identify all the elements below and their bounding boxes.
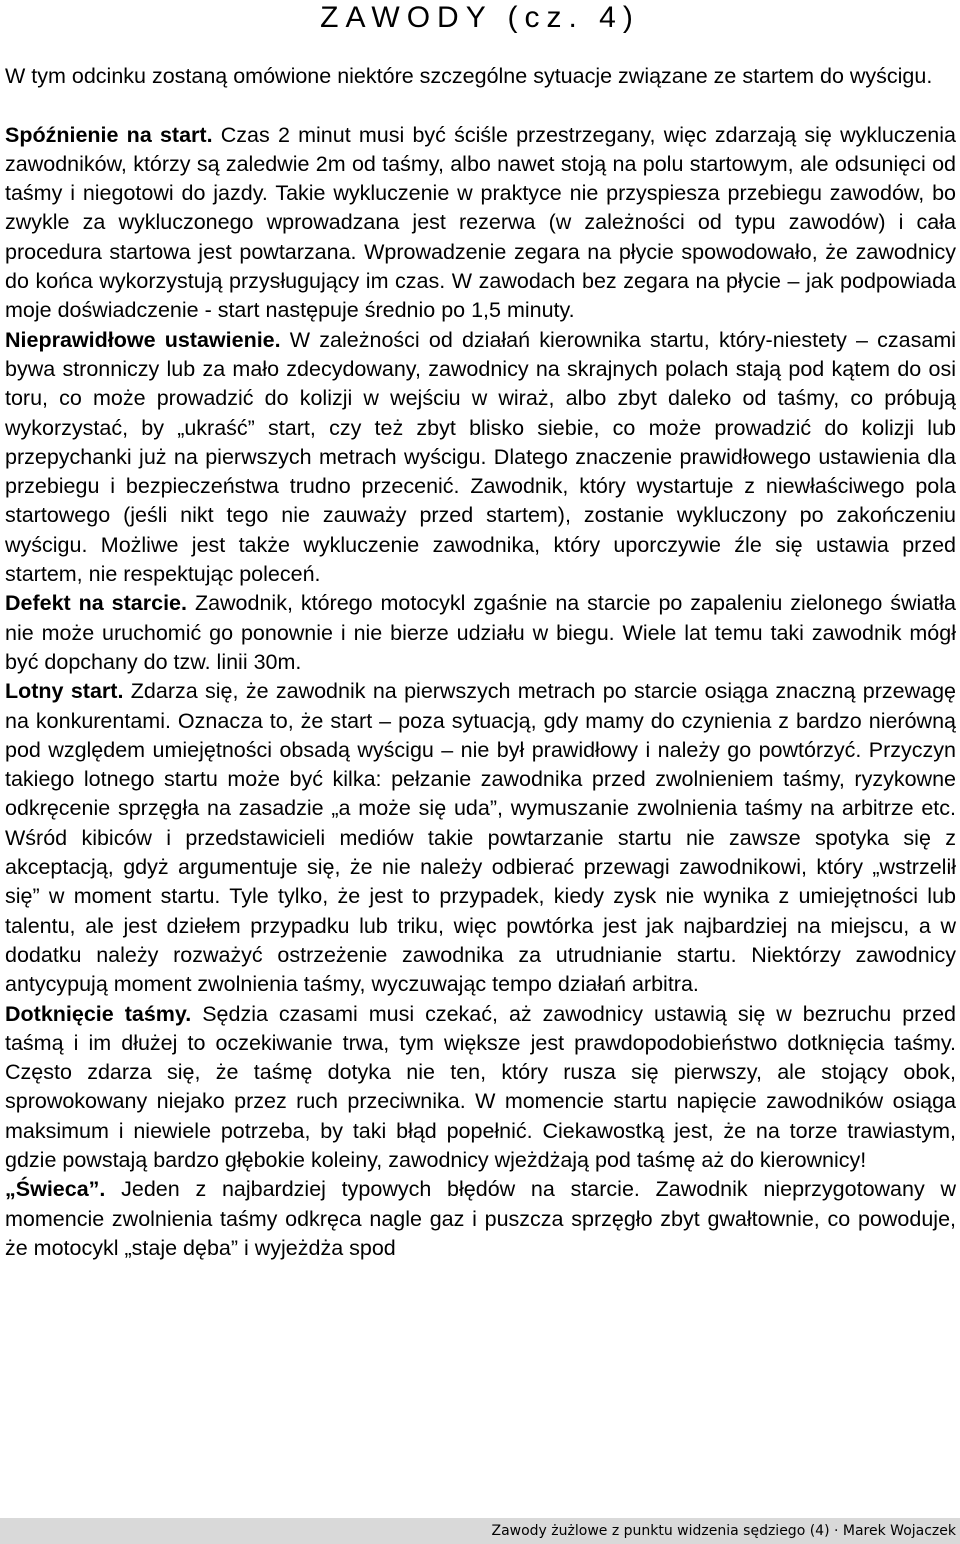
section-tape-touch: [5, 1000, 956, 1176]
intro-paragraph: W tym odcinku zostaną omówione niektóre szczególne sytuacje związane ze startem do wyścigu.: [5, 64, 933, 88]
section-late-start: [5, 121, 956, 326]
section-heading: Defekt na starcie.: [5, 591, 187, 616]
section-heading: Spóźnienie na start.: [5, 122, 213, 147]
section-text: Sędzia czasami musi czekać, aż zawodnicy ustawią się w bezruchu przed taśmą i im dłużej to oczekiwanie trwa, tym większe jest prawdopodobieństwo dotknięcia taśmy. Często zdarza się, że taśmę dotyka nie ten, który rusza się pierwszy, ale stojący obok, sprowokowany niejako przez ruch przeciwnika. W momencie startu napięcie zawodników osiąga maksimum i niewiele potrzeba, by taki błąd popełnić. Ciekawostką jest, że na torze trawiastym, gdzie powstają bardzo głębokie koleiny, zawodnicy wjeżdżają pod taśmę aż do kierownicy!: [5, 1001, 956, 1172]
section-heading: Lotny start.: [5, 679, 124, 704]
section-wheelie: [5, 1175, 956, 1263]
section-text: Zawodnik, którego motocykl zgaśnie na starcie po zapaleniu zielonego światła nie może uruchomić go ponownie i nie bierze udziału w biegu. Wiele lat temu taki zawodnik mógł być dopchany do tzw. linii 30m.: [5, 591, 956, 674]
section-wrong-position: [5, 326, 956, 590]
section-heading: Dotknięcie taśmy.: [5, 1001, 192, 1026]
section-text: Czas 2 minut musi być ściśle przestrzegany, więc zdarzają się wykluczenia zawodników, którzy są zaledwie 2m od taśmy, albo nawet stoją na polu startowym, ale odsunięci od taśmy i niegotowi do jazdy. Takie wykluczenie w praktyce nie przyspiesza przebiegu zawodów, bo zwykle za wykluczonego wprowadzana jest rezerwa (w zależności od typu zawodów) i cała procedura startowa jest powtarzana. Wprowadzenie zegara na płycie spowodowało, że zawodnicy do końca wykorzystują przysługujący im czas. W zawodach bez zegara na płycie – jak podpowiada moje doświadczenie - start następuje średnio po 1,5 minuty.: [5, 122, 956, 323]
section-heading: „Świeca”.: [5, 1177, 106, 1202]
document-body: [5, 62, 956, 1263]
page-title: ZAWODY (cz. 4): [320, 1, 640, 34]
section-defect-at-start: [5, 589, 956, 677]
section-text: Jeden z najbardziej typowych błędów na starcie. Zawodnik nieprzygotowany w momencie zwolnienia taśmy odkręca nagle gaz i puszcza sprzęgło zbyt gwałtownie, co powoduje, że motocykl „staje dęba” i wyjeżdża spod: [5, 1177, 956, 1260]
footer-text: Zawody żużlowe z punktu widzenia sędziego (4) · Marek Wojaczek: [491, 1523, 956, 1539]
section-flying-start: [5, 677, 956, 999]
section-heading: Nieprawidłowe ustawienie.: [5, 327, 281, 352]
section-text: Zdarza się, że zawodnik na pierwszych metrach po starcie osiąga znaczną przewagę na konkurentami. Oznacza to, że start – poza sytuacją, gdy mamy do czynienia z bardzo nierówną pod względem umiejętności obsadą wyścigu – nie był prawidłowy i należy go powtórzyć. Przyczyn takiego lotnego startu może być kilka: pełzanie zawodnika przed zwolnieniem taśmy, ryzykowne odkręcenie sprzęgła na zasadzie „a może się uda”, wymuszanie zwolnienia taśmy na arbitrze etc. Wśród kibiców i przedstawicieli mediów takie powtarzanie startu nie zawsze spotyka się z akceptacją, gdyż argumentuje się, że nie należy odbierać przewagi zawodnikowi, który „wstrzelił się” w moment startu. Tyle tylko, że jest to przypadek, kiedy zysk nie wynika z umiejętności lub talentu, ale jest dziełem przypadku lub triku, więc powtórka jest jak najbardziej na miejscu, a w dodatku należy rozważyć ostrzeżenie zawodnika za utrudnianie startu. Niektórzy zawodnicy antycypują moment zwolnienia taśmy, wyczuwając tempo działań arbitra.: [5, 679, 956, 997]
section-text: W zależności od działań kierownika startu, który-niestety – czasami bywa stronniczy lub za mało zdecydowany, zawodnicy na skrajnych polach stają pod kątem do osi toru, co może prowadzić do kolizji w wejściu w wiraż, albo zbyt daleko od taśmy, co próbują wykorzystać, by „ukraść” start, czy też zbyt blisko siebie, co może prowadzić do kolizji lub przepychanki już na pierwszych metrach wyścigu. Dlatego znaczenie prawidłowego ustawienia dla przebiegu i bezpieczeństwa trudno przecenić. Zawodnik, który wystartuje z niewłaściwego pola startowego (jeśli nikt tego nie zauważy przed startem), zostanie wykluczony po zakończeniu wyścigu. Możliwe jest także wykluczenie zawodnika, który uporczywie źle się ustawia przed startem, nie respektując poleceń.: [5, 327, 957, 587]
